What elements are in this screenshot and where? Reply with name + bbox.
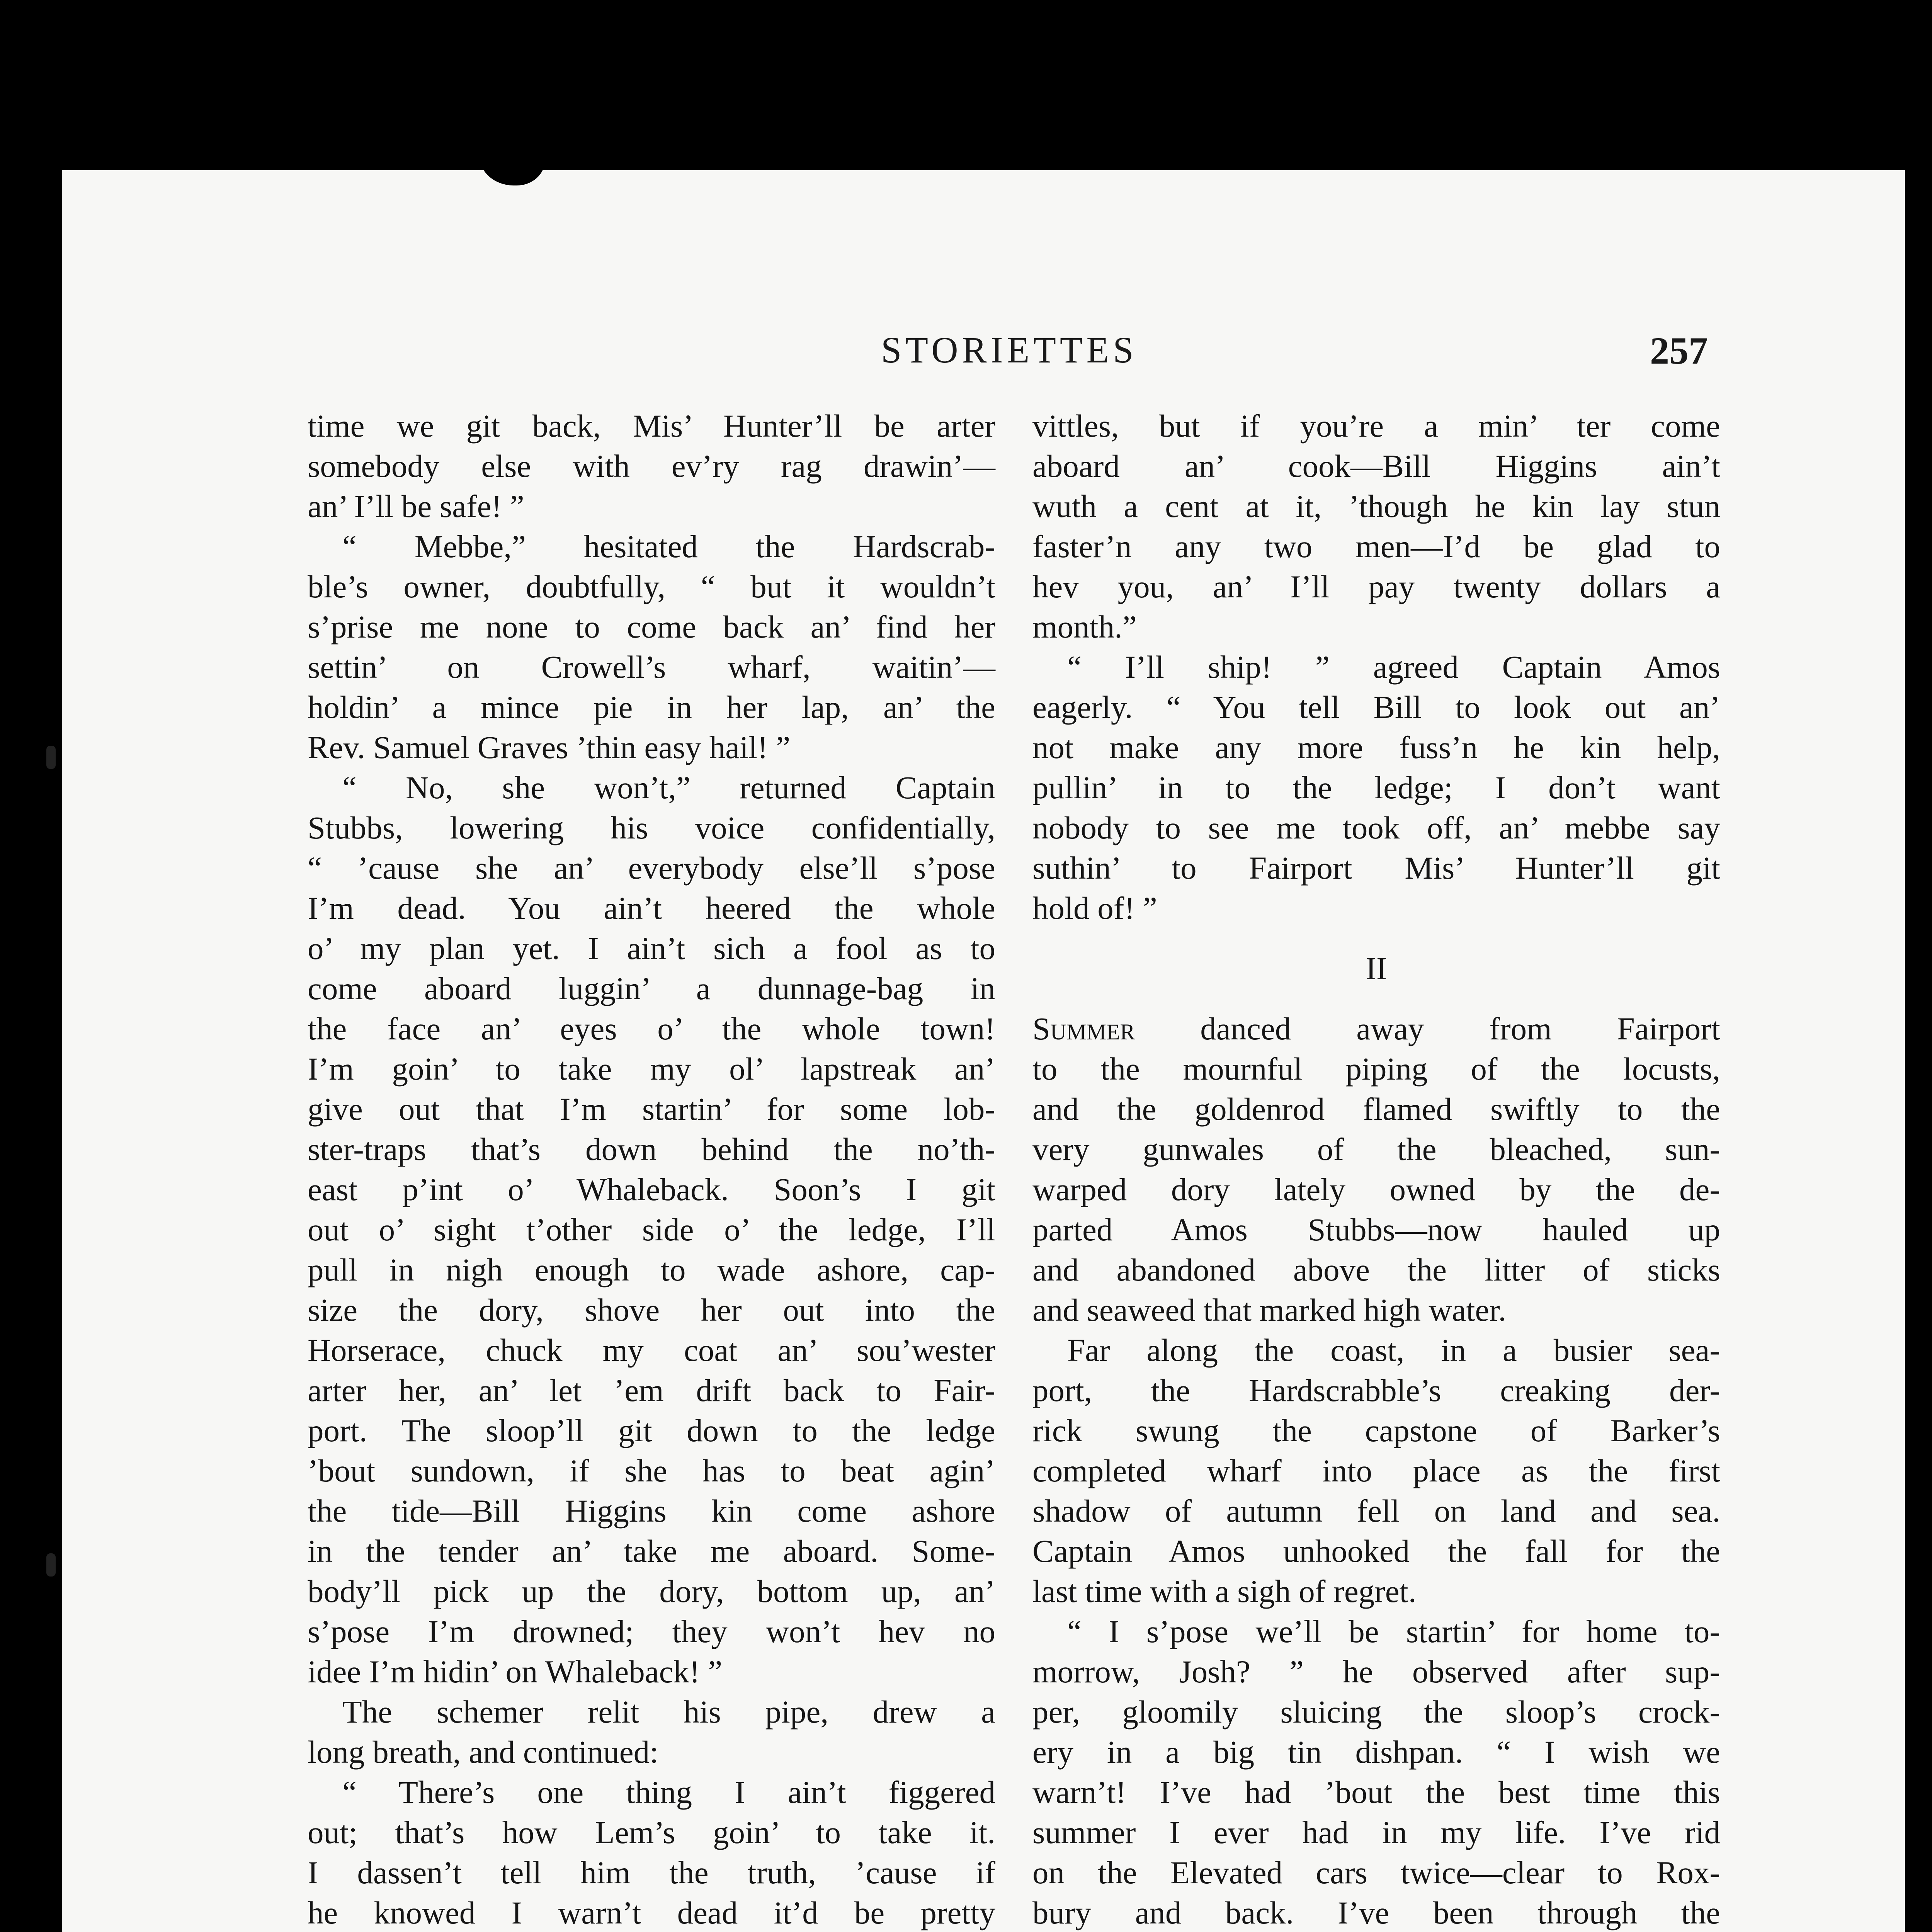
section-opening-rest: danced away from Fairport bbox=[1135, 1011, 1720, 1046]
text-line: morrow, Josh? ” he observed after sup- bbox=[1032, 1654, 1720, 1689]
text-line: not make any more fuss’n he kin help, bbox=[1032, 730, 1720, 765]
text-line: settin’ on Crowell’s wharf, waitin’— bbox=[308, 649, 995, 685]
binding-hole-mark bbox=[46, 1553, 56, 1577]
text-line: and the goldenrod flamed swiftly to the bbox=[1032, 1091, 1720, 1127]
text-line: very gunwales of the bleached, sun- bbox=[1032, 1131, 1720, 1167]
text-line: holdin’ a mince pie in her lap, an’ the bbox=[308, 689, 995, 725]
text-line: out o’ sight t’other side o’ the ledge, I’ll bbox=[308, 1212, 995, 1247]
text-line: vittles, but if you’re a min’ ter come bbox=[1032, 408, 1720, 444]
text-line: size the dory, shove her out into the bbox=[308, 1292, 995, 1328]
text-line: out; that’s how Lem’s goin’ to take it. bbox=[308, 1815, 995, 1850]
text-line: “ I s’pose we’ll be startin’ for home to- bbox=[1067, 1614, 1720, 1649]
text-line: “ I’ll ship! ” agreed Captain Amos bbox=[1067, 649, 1720, 685]
text-line: and abandoned above the litter of sticks bbox=[1032, 1252, 1720, 1287]
text-line: s’prise me none to come back an’ find her bbox=[308, 609, 995, 645]
text-line: ble’s owner, doubtfully, “ but it wouldn’t bbox=[308, 569, 995, 604]
text-line: The schemer relit his pipe, drew a bbox=[342, 1694, 995, 1730]
text-line: east p’int o’ Whaleback. Soon’s I git bbox=[308, 1172, 995, 1207]
text-line: time we git back, Mis’ Hunter’ll be arter bbox=[308, 408, 995, 444]
text-line: come aboard luggin’ a dunnage-bag in bbox=[308, 971, 995, 1006]
text-line: I’m goin’ to take my ol’ lapstreak an’ bbox=[308, 1051, 995, 1087]
text-line: aboard an’ cook—Bill Higgins ain’t bbox=[1032, 448, 1720, 484]
text-line: I’m dead. You ain’t heered the whole bbox=[308, 890, 995, 926]
text-line: s’pose I’m drowned; they won’t hev no bbox=[308, 1614, 995, 1649]
text-line: warped dory lately owned by the de- bbox=[1032, 1172, 1720, 1207]
text-line: per, gloomily sluicing the sloop’s crock- bbox=[1032, 1694, 1720, 1730]
text-line: pullin’ in to the ledge; I don’t want bbox=[1032, 770, 1720, 805]
section-opening-line bbox=[1032, 1009, 1720, 1049]
text-line: Far along the coast, in a busier sea- bbox=[1067, 1332, 1720, 1368]
text-line: in the tender an’ take me aboard. Some- bbox=[308, 1533, 995, 1569]
text-line: idee I’m hidin’ on Whaleback! ” bbox=[308, 1654, 723, 1689]
text-line: I dassen’t tell him the truth, ’cause if bbox=[308, 1855, 995, 1890]
text-line: give out that I’m startin’ for some lob- bbox=[308, 1091, 995, 1127]
text-line: Captain Amos unhooked the fall for the bbox=[1032, 1533, 1720, 1569]
book-page bbox=[62, 170, 1905, 1932]
text-line: shadow of autumn fell on land and sea. bbox=[1032, 1493, 1720, 1529]
text-line: summer I ever had in my life. I’ve rid bbox=[1032, 1815, 1720, 1850]
text-line: eagerly. “ You tell Bill to look out an’ bbox=[1032, 689, 1720, 725]
text-line: and seaweed that marked high water. bbox=[1032, 1292, 1507, 1328]
text-line: Horserace, chuck my coat an’ sou’wester bbox=[308, 1332, 995, 1368]
text-line: faster’n any two men—I’d be glad to bbox=[1032, 529, 1720, 564]
text-line: hold of! ” bbox=[1032, 890, 1157, 926]
text-line: to the mournful piping of the locusts, bbox=[1032, 1051, 1720, 1087]
text-line: an’ I’ll be safe! ” bbox=[308, 488, 524, 524]
text-line: arter her, an’ let ’em drift back to Fair- bbox=[308, 1372, 995, 1408]
text-line: the face an’ eyes o’ the whole town! bbox=[308, 1011, 995, 1046]
right-text-column bbox=[1032, 406, 1720, 1932]
left-text-column bbox=[308, 406, 995, 1932]
text-line: nobody to see me took off, an’ mebbe say bbox=[1032, 810, 1720, 845]
text-line: on the Elevated cars twice—clear to Rox- bbox=[1032, 1855, 1720, 1890]
binding-hole-mark bbox=[46, 746, 56, 769]
text-line: parted Amos Stubbs—now hauled up bbox=[1032, 1212, 1720, 1247]
text-line: “ ’cause she an’ everybody else’ll s’pose bbox=[308, 850, 995, 886]
text-line: somebody else with ev’ry rag drawin’— bbox=[308, 448, 995, 484]
text-line: “ Mebbe,” hesitated the Hardscrab- bbox=[342, 529, 995, 564]
text-line: he knowed I warn’t dead it’d be pretty bbox=[308, 1895, 995, 1930]
text-line: body’ll pick up the dory, bottom up, an’ bbox=[308, 1573, 995, 1609]
text-line: completed wharf into place as the first bbox=[1032, 1453, 1720, 1488]
right-column-part-two bbox=[1032, 1049, 1720, 1932]
running-head: STORIETTES bbox=[881, 329, 1138, 371]
text-line: ’bout sundown, if she has to beat agin’ bbox=[308, 1453, 995, 1488]
page-header bbox=[62, 328, 1905, 406]
text-line: month.” bbox=[1032, 609, 1137, 645]
text-line: Stubbs, lowering his voice confidentially, bbox=[308, 810, 995, 845]
text-line: “ No, she won’t,” returned Captain bbox=[342, 770, 995, 805]
text-line: pull in nigh enough to wade ashore, cap- bbox=[308, 1252, 995, 1287]
text-line: port, the Hardscrabble’s creaking der- bbox=[1032, 1372, 1720, 1408]
text-line: ery in a big tin dishpan. “ I wish we bbox=[1032, 1734, 1720, 1770]
text-line: “ There’s one thing I ain’t figgered bbox=[342, 1774, 995, 1810]
dropcap-word: Summer bbox=[1032, 1011, 1135, 1046]
text-line: last time with a sigh of regret. bbox=[1032, 1573, 1417, 1609]
text-line: suthin’ to Fairport Mis’ Hunter’ll git bbox=[1032, 850, 1720, 886]
text-line: the tide—Bill Higgins kin come ashore bbox=[308, 1493, 995, 1529]
text-line: bury and back. I’ve been through the bbox=[1032, 1895, 1720, 1930]
text-line: hev you, an’ I’ll pay twenty dollars a bbox=[1032, 569, 1720, 604]
text-line: wuth a cent at it, ’though he kin lay stun bbox=[1032, 488, 1720, 524]
text-line: warn’t! I’ve had ’bout the best time this bbox=[1032, 1774, 1720, 1810]
text-line: o’ my plan yet. I ain’t sich a fool as to bbox=[308, 930, 995, 966]
text-line: rick swung the capstone of Barker’s bbox=[1032, 1413, 1720, 1448]
page-number: 257 bbox=[1650, 329, 1708, 372]
text-line: long breath, and continued: bbox=[308, 1734, 659, 1770]
text-line: ster-traps that’s down behind the no’th- bbox=[308, 1131, 995, 1167]
text-line: port. The sloop’ll git down to the ledge bbox=[308, 1413, 995, 1448]
text-line: Rev. Samuel Graves ’thin easy hail! ” bbox=[308, 730, 791, 765]
right-column-part-one bbox=[1032, 406, 1720, 928]
section-heading: II bbox=[1366, 951, 1387, 986]
